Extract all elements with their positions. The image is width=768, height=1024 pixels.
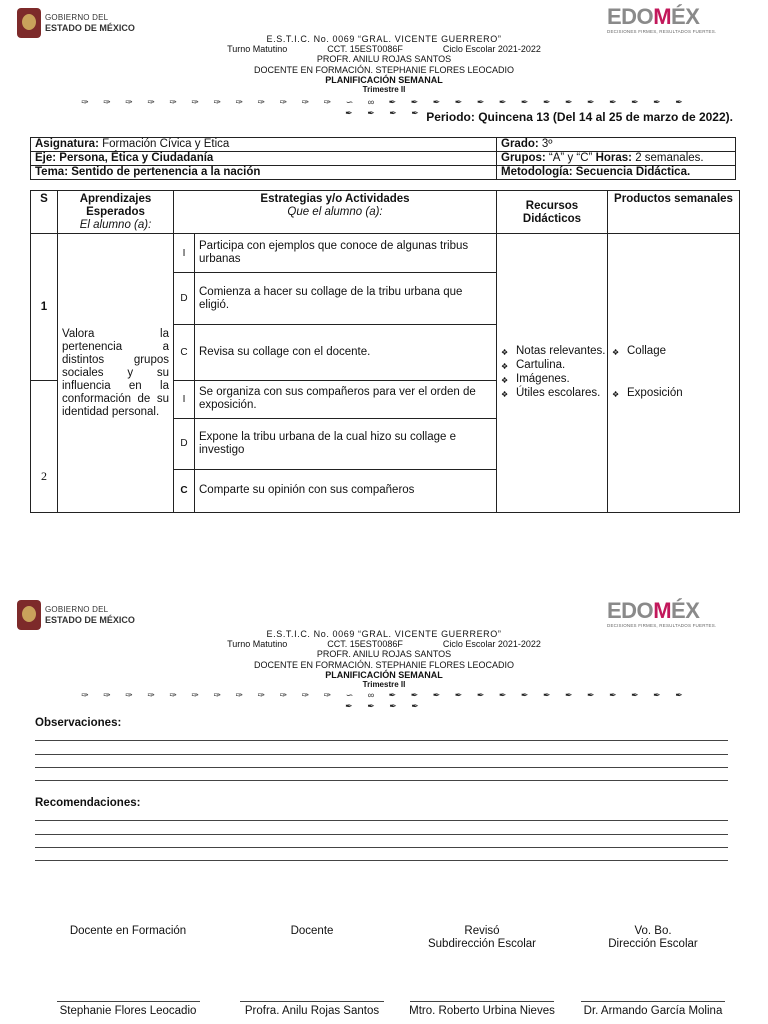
letter-3: C [174,325,195,380]
observaciones-line [35,767,728,768]
planificacion-title: PLANIFICACIÓN SEMANAL [325,669,443,680]
signature-role: Revisó [464,925,500,937]
edomex-slogan: DECISIONES FIRMES, RESULTADOS FUERTES. [607,623,717,628]
list-item: ❖ Útiles escolares. [501,387,601,400]
observaciones-line [35,754,728,755]
signature-line [57,1001,200,1002]
diamond-bullet-icon: ❖ [501,348,509,358]
coat-of-arms-icon [17,600,41,630]
letter-5: D [174,418,195,469]
aprendizaje-esperado: Valora la pertenencia a distintos grupos sociales y su influencia en la conformación de su identidad personal. [58,234,174,513]
diamond-bullet-icon: ❖ [501,362,509,372]
header-estrategias-sub: Que el alumno (a): [287,206,383,218]
eje-value: Persona, Ética y Ciudadanía [56,152,214,164]
header-aprendizajes-sub: El alumno (a): [79,219,152,231]
recomendaciones-line [35,834,728,835]
eje-label: Eje: [35,152,57,164]
school-name: E.S.T.I.C. No. 0069 “GRAL. VICENTE GUERRERO” [266,629,502,639]
tema-label: Tema: [35,166,69,178]
header-recursos: Recursos Didácticos [522,200,582,225]
activity-3: Revisa su collage con el docente. [195,325,497,380]
decorative-ornament: ✑ ✑ ✑ ✑ ✑ ✑ ✑ ✑ ✑ ✑ ✑ ✑ ∽ ∞ ✒ ✒ ✒ ✒ ✒ ✒ ✒ ✒ ✒ ✒ ✒ ✒ ✒ ✒ ✒ ✒ ✒ ✒ [81,690,689,711]
grupos-value: “A” y “C” [545,152,596,164]
activity-1: Participa con ejemplos que conoce de algunas tribus urbanas [195,234,497,273]
recomendaciones-title: Recomendaciones: [35,797,141,809]
activity-5: Expone la tribu urbana de la cual hizo su collage e investigo [195,418,497,469]
diamond-bullet-icon: ❖ [501,376,509,386]
gobierno-logo [17,600,135,630]
edomex-pre: EDO [607,4,654,29]
signature-label-vobo [575,925,731,951]
signature-name: Dr. Armando García Molina [583,1005,723,1017]
tema-value: Sentido de pertenencia a la nación [68,166,261,178]
docente-formacion: DOCENTE EN FORMACIÓN. STEPHANIE FLORES LEOCADIO [253,659,515,670]
decorative-ornament: ✑ ✑ ✑ ✑ ✑ ✑ ✑ ✑ ✑ ✑ ✑ ✑ ∽ ∞ ✒ ✒ ✒ ✒ ✒ ✒ ✒ ✒ ✒ ✒ ✒ ✒ ✒ ✒ ✒ ✒ ✒ ✒ [81,97,689,118]
signature-label-docente [234,925,390,938]
activity-4: Se organiza con sus compañeros para ver el orden de exposición. [195,380,497,418]
document-header [0,34,768,95]
signature-subrole: Dirección Escolar [608,938,698,950]
asignatura-label: Asignatura: [35,138,99,150]
diamond-bullet-icon: ❖ [612,348,620,358]
planificacion-title: PLANIFICACIÓN SEMANAL [325,74,443,85]
header-estrategias: Estrategias y/o Actividades [260,193,410,205]
grado-value: 3º [538,138,553,150]
activity-6: Comparte su opinión con sus compañeros [195,469,497,512]
grado-label: Grado: [501,138,539,150]
cct: CCT. 15EST0086F [327,639,403,650]
signature-line [240,1001,384,1002]
school-name: E.S.T.I.C. No. 0069 “GRAL. VICENTE GUERRERO” [266,34,502,44]
list-item: ❖ Cartulina. [501,359,566,372]
edomex-logo [607,600,717,628]
profesora: PROFR. ANILU ROJAS SANTOS [316,54,452,65]
signature-role: Docente en Formación [69,925,187,937]
horas-label: Horas: [595,152,632,164]
metodologia-label: Metodología: [501,166,573,178]
table-row [31,234,740,273]
turno: Turno Matutino [227,44,288,55]
activities-table [30,190,740,513]
signature-line [410,1001,554,1002]
recomendaciones-line [35,860,728,861]
signature-name: Profra. Anilu Rojas Santos [244,1005,380,1017]
metodologia-value: Secuencia Didáctica. [572,166,691,178]
list-item: ❖ Collage [612,345,666,358]
week-1: 1 [31,234,58,380]
edomex-m: M [653,598,672,623]
observaciones-line [35,740,728,741]
letter-6: C [174,469,195,512]
signature-subrole: Subdirección Escolar [427,938,537,950]
ciclo: Ciclo Escolar 2021-2022 [442,639,541,650]
activity-2: Comienza a hacer su collage de la tribu urbana que eligió. [195,273,497,325]
letter-1: I [174,234,195,273]
signature-name: Mtro. Roberto Urbina Nieves [409,1005,555,1017]
signature-line [581,1001,725,1002]
edomex-slogan: DECISIONES FIRMES, RESULTADOS FUERTES. [607,29,717,34]
grupos-label: Grupos: [501,152,546,164]
recomendaciones-line [35,820,728,821]
observaciones-title: Observaciones: [35,717,122,729]
recomendaciones-line [35,847,728,848]
signature-role: Docente [290,925,334,937]
list-item: ❖ Exposición [612,387,683,400]
header-aprendizajes: Aprendizajes Esperados [79,193,152,218]
gov-line2: ESTADO DE MÉXICO [45,615,135,625]
signature-name: Stephanie Flores Leocadio [59,1005,197,1017]
periodo: Periodo: Quincena 13 (Del 14 al 25 de marzo de 2022). [426,110,733,124]
list-item: ❖ Notas relevantes. [501,345,606,358]
profesora: PROFR. ANILU ROJAS SANTOS [316,649,452,660]
signature-label-reviso [404,925,560,951]
week-2: 2 [31,380,58,512]
trimestre: Trimestre II [362,85,406,95]
edomex-post: ÉX [671,4,700,29]
cct: CCT. 15EST0086F [327,44,403,55]
gov-line1: GOBIERNO DEL [45,605,109,614]
info-table [30,137,736,180]
observaciones-line [35,780,728,781]
gov-line2: ESTADO DE MÉXICO [45,23,135,33]
productos-list [608,345,739,401]
gov-line1: GOBIERNO DEL [45,13,109,22]
recursos-list [497,345,607,401]
planning-page-bottom [0,596,768,1024]
edomex-post: ÉX [671,598,700,623]
turno: Turno Matutino [227,639,288,650]
docente-formacion: DOCENTE EN FORMACIÓN. STEPHANIE FLORES LEOCADIO [253,64,515,75]
header-s: S [31,191,58,234]
signature-role: Vo. Bo. [634,925,672,937]
diamond-bullet-icon: ❖ [612,390,620,400]
diamond-bullet-icon: ❖ [501,390,509,400]
header-productos: Productos semanales [614,193,733,205]
letter-4: I [174,380,195,418]
asignatura-value: Formación Cívica y Etica [98,138,230,150]
horas-value: 2 semanales. [632,152,704,164]
edomex-logo [607,6,717,34]
edomex-pre: EDO [607,598,654,623]
document-header [0,629,768,690]
letter-2: D [174,273,195,325]
trimestre: Trimestre II [362,680,406,690]
ciclo: Ciclo Escolar 2021-2022 [442,44,541,55]
list-item: ❖ Imágenes. [501,373,570,386]
edomex-m: M [653,4,672,29]
signature-label-docente-formacion [50,925,206,938]
